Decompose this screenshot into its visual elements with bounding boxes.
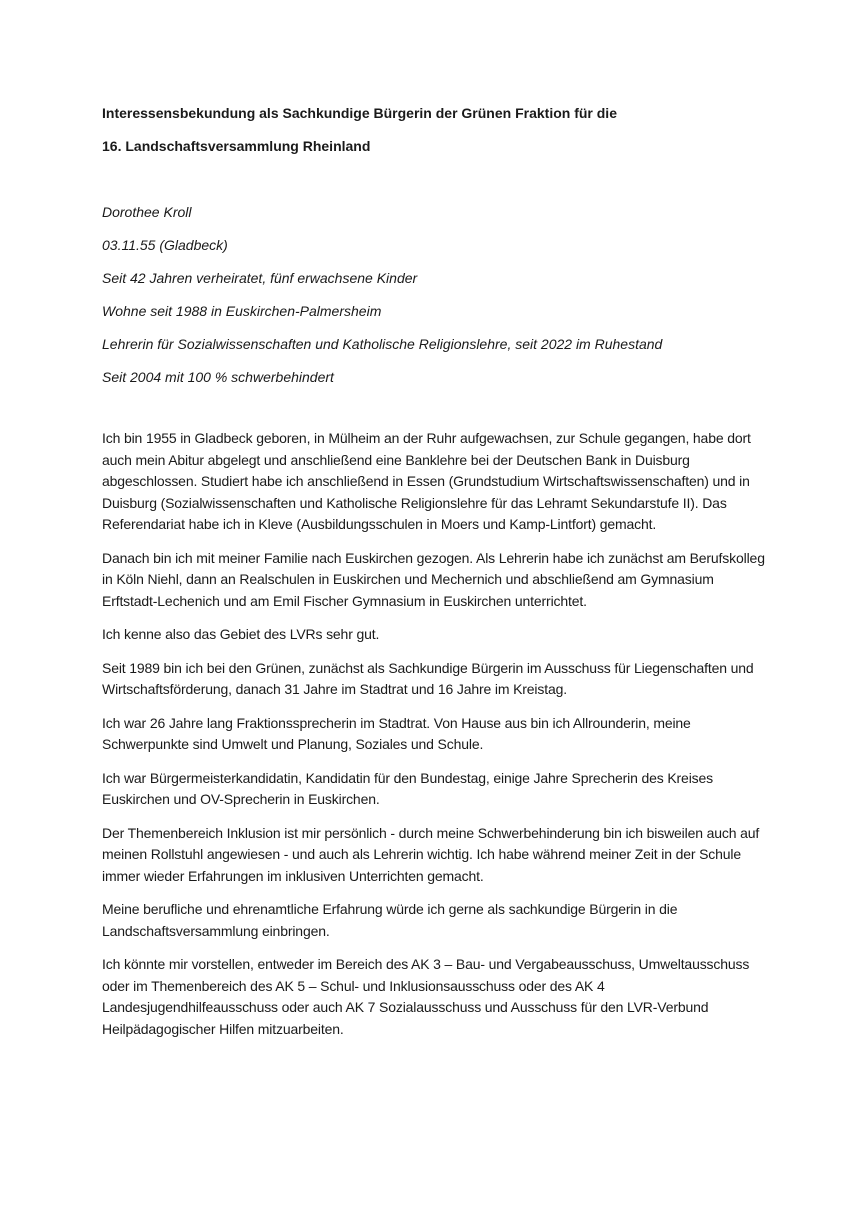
personal-profession: Lehrerin für Sozialwissenschaften und Katholische Religionslehre, seit 2022 im Ruhestand <box>102 336 663 352</box>
personal-family: Seit 42 Jahren verheiratet, fünf erwachsene Kinder <box>102 270 418 286</box>
document-content <box>102 104 770 1052</box>
paragraph-party: Seit 1989 bin ich bei den Grünen, zunächst als Sachkundige Bürgerin im Ausschuss für Liegenschaften und Wirtschaftsförderung, danach 31 Jahre im Stadtrat und 16 Jahre im Kreistag. <box>102 659 754 697</box>
paragraph-inclusion: Der Themenbereich Inklusion ist mir persönlich - durch meine Schwerbehinderung bin ich bisweilen auch auf meinen Rollstuhl angewiesen - und auch als Lehrerin wichtig. Ich habe während meiner Zeit in der Schule immer wieder Erfahrungen im inklusiven Unterrichten gemacht. <box>102 824 760 884</box>
personal-disability: Seit 2004 mit 100 % schwerbehindert <box>102 369 334 385</box>
paragraph-lvr-area: Ich kenne also das Gebiet des LVRs sehr gut. <box>102 626 380 642</box>
heading-line-1: Interessensbekundung als Sachkundige Bürgerin der Grünen Fraktion für die <box>102 105 617 121</box>
paragraph-candidacies: Ich war Bürgermeisterkandidatin, Kandidatin für den Bundestag, einige Jahre Sprecherin des Kreises Euskirchen und OV-Sprecherin in Euskirchen. <box>102 769 713 807</box>
heading-line-2: 16. Landschaftsversammlung Rheinland <box>102 138 371 154</box>
paragraph-committees: Ich könnte mir vorstellen, entweder im Bereich des AK 3 – Bau- und Vergabeausschuss, Umweltausschuss oder im Themenbereich des AK 5 – Schul- und Inklusionsausschuss oder des AK 4 Landesjugendhilfeausschuss oder auch AK 7 Sozialausschuss und Ausschuss für den LVR-Verbund Heilpädagogischer Hilfen mitzuarbeiten. <box>102 956 750 1037</box>
personal-info <box>102 203 770 386</box>
paragraph-teaching: Danach bin ich mit meiner Familie nach Euskirchen gezogen. Als Lehrerin habe ich zunächst am Berufskolleg in Köln Niehl, dann an Realschulen in Euskirchen und Mechernich und abschließend am Gymnasium Erftstadt-Lechenich und am Emil Fischer Gymnasium in Euskirchen unterrichtet. <box>102 549 765 609</box>
personal-residence: Wohne seit 1988 in Euskirchen-Palmersheim <box>102 303 382 319</box>
personal-name: Dorothee Kroll <box>102 204 192 220</box>
personal-birthdate: 03.11.55 (Gladbeck) <box>102 237 228 253</box>
paragraph-biography: Ich bin 1955 in Gladbeck geboren, in Mülheim an der Ruhr aufgewachsen, zur Schule gegangen, habe dort auch mein Abitur abgelegt und anschließend eine Banklehre bei der Deutschen Bank in Duisburg abgeschlossen. Studiert habe ich anschließend in Essen (Grundstudium Wirtschaftswissenschaften) und in Duisburg (Sozialwissenschaften und Katholische Religionslehre für das Lehramt Sekundarstufe II). Das Referendariat habe ich in Kleve (Ausbildungsschulen in Moers und Kamp-Lintfort) gemacht. <box>102 430 751 532</box>
body-text <box>102 428 770 1040</box>
paragraph-faction-speaker: Ich war 26 Jahre lang Fraktionssprecherin im Stadtrat. Von Hause aus bin ich Allrounderin, meine Schwerpunkte sind Umwelt und Planung, Soziales und Schule. <box>102 714 691 752</box>
paragraph-experience: Meine berufliche und ehrenamtliche Erfahrung würde ich gerne als sachkundige Bürgerin in die Landschaftsversammlung einbringen. <box>102 901 678 939</box>
